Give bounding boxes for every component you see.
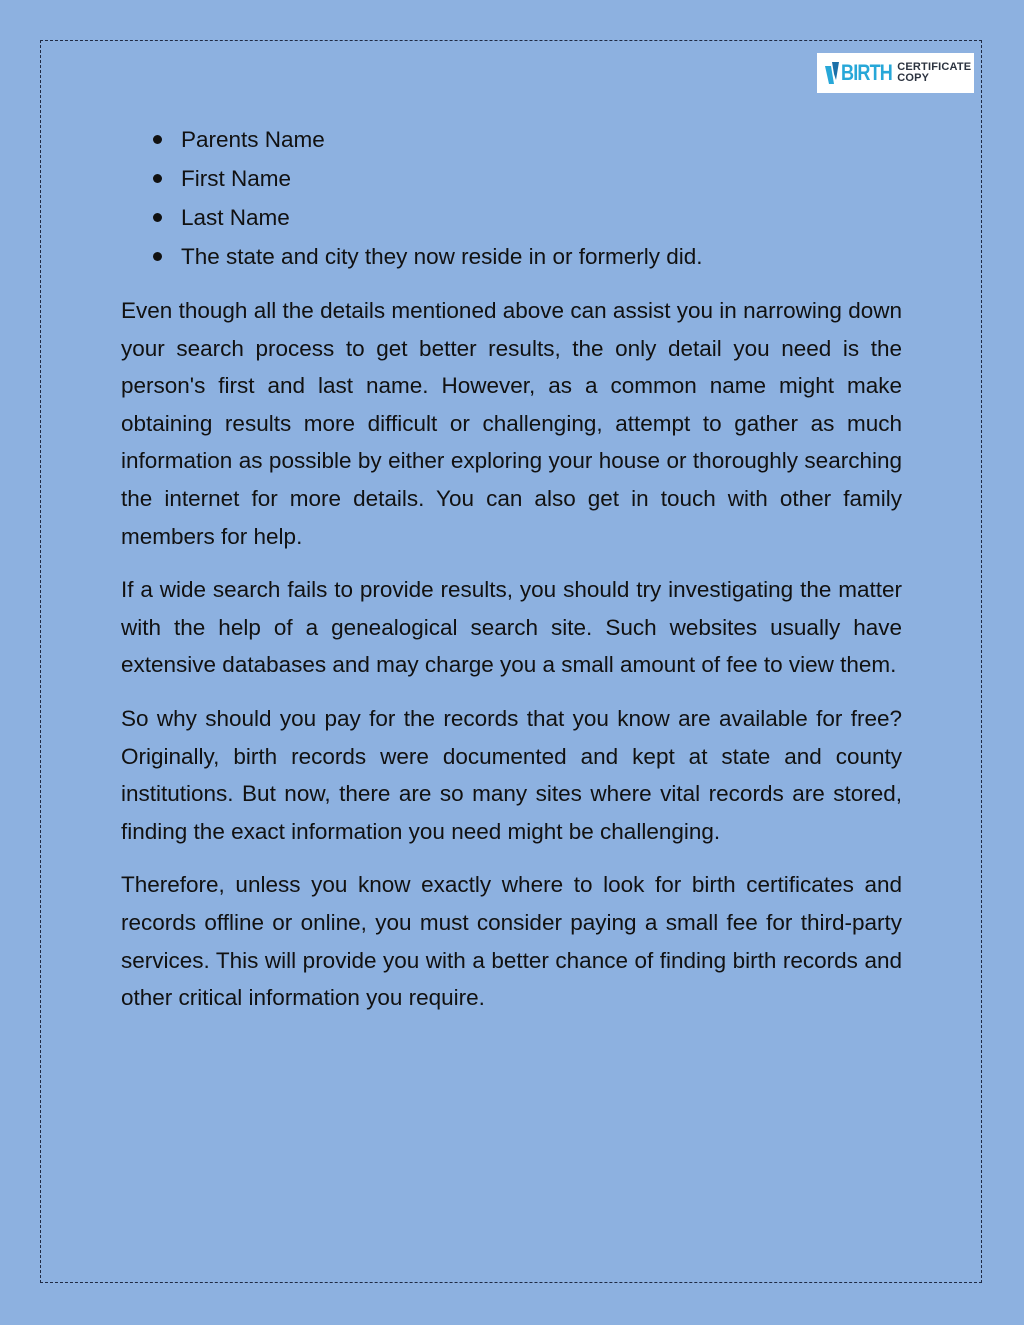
bullet-dot-icon: [153, 174, 162, 183]
bullet-list: [121, 120, 902, 276]
paragraph-genealogical-search: If a wide search fails to provide results, you should try investigating the matter with the help of a genealogical search site. Such websites usually have extensive databases and may charge you a small amount of fee to view them.: [121, 577, 902, 678]
birth-certificate-copy-logo: [817, 53, 974, 93]
bullet-text: Last Name: [181, 205, 290, 230]
bullet-dot-icon: [153, 252, 162, 261]
bullet-dot-icon: [153, 213, 162, 222]
paragraph-conclusion: Therefore, unless you know exactly where to look for birth certificates and records offline or online, you must consider paying a small fee for third-party services. This will provide you with a better chance of finding birth records and other critical information you require.: [121, 872, 902, 1011]
bullet-item-first-name: [121, 159, 902, 198]
logo-certificate-text: CERTIFICATE: [897, 61, 972, 73]
bullet-text: First Name: [181, 166, 292, 191]
bullet-item-last-name: [121, 198, 902, 237]
logo-mark-icon: [825, 62, 839, 84]
bullet-item-parents-name: [121, 120, 902, 159]
paragraph-why-pay: So why should you pay for the records that you know are available for free? Originally, birth records were documented and kept at state and county institutions. But now, there are so many sites where vital records are stored, finding the exact information you need might be challenging.: [121, 705, 902, 844]
paragraph-search-details: Even though all the details mentioned above can assist you in narrowing down your search process to get better results, the only detail you need is the person's first and last name. However, as a common name might make obtaining results more difficult or challenging, attempt to gather as much information as possible by either exploring your house or thoroughly searching the internet for more details. You can also get in touch with other family members for help.: [121, 298, 902, 549]
bullet-dot-icon: [153, 135, 162, 144]
bullet-text: Parents Name: [181, 127, 325, 152]
bullet-item-state-city: [121, 237, 902, 276]
logo-subtext: [897, 62, 971, 84]
document-body: [121, 120, 902, 1017]
logo-birth-text: BIRTH: [841, 60, 893, 85]
logo-copy-text: COPY: [897, 72, 930, 84]
bullet-text: The state and city they now reside in or formerly did.: [181, 244, 703, 269]
